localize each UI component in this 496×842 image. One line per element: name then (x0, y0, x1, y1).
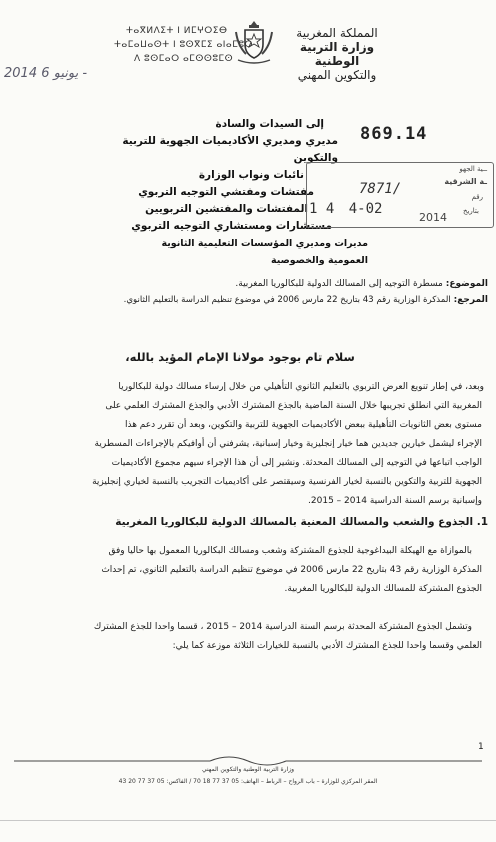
ministry-line-3: والتكوين المهني (297, 68, 377, 82)
section-heading: 1. الجذوع والشعب والمسالك المعنية بالمسالك الدولية للبكالوريا المغربية (115, 516, 488, 528)
paragraph-line: مستوى بعض الثانويات التأهيلية ببعض الأكاديميات الجهوية للتربية والتكوين، وبعد أن تقرر دعم هذا (124, 420, 482, 430)
paragraph-line: الإجراء ليشمل خيارين جديدين هما خيار إنجليزية وخيار إسبانية، يشرفني أن أوافيكم بالإجراءات المسطرية (94, 439, 482, 449)
subject-block (28, 276, 488, 308)
stamp-text: بتاريخ (462, 207, 479, 215)
tifinagh-line-2: ⵜⴰⵎⴰⵡⴰⵙⵜ ⵏ ⵓⵙⴳⵎⵉ ⴰⵏⴰⵎⵓⵔ (114, 40, 254, 50)
subject-line (28, 276, 488, 292)
paragraph-2 (18, 542, 482, 599)
coat-of-arms-icon (232, 18, 276, 68)
paragraph-line: بالموازاة مع الهيكلة البيداغوجية للجذوع المشتركة وشعب ومسالك البكالوريا المعمول بها حاليا وفق (108, 546, 472, 556)
ministry-line-1: المملكة المغربية (296, 26, 378, 40)
paragraph-line: المذكرة الوزارية رقم 43 بتاريخ 22 مارس 2006 في موضوع تنظيم الدراسة بالتعليم الثانوي، تم إحداث (101, 565, 482, 575)
reference-label: المرجع: (453, 295, 488, 305)
reference-number: 869.14 (360, 124, 428, 144)
paragraph-line: الجهوية للتربية والتكوين بالنسبة لخيار الفرنسية وسيقتصر على أكاديميات التجريب بالنسبة لخياري إنجليزية (92, 477, 482, 487)
paragraph-line: الجذوع المشتركة للمسالك الدولية للبكالوريا المغربية. (284, 584, 482, 594)
scan-edge (0, 820, 496, 821)
recipient-line: نائبات ونواب الوزارة (198, 169, 304, 181)
paragraph-line: المغربية التي انطلق تجريبها خلال السنة الماضية بالجذع المشترك الأدبي والجذع المشترك العلمي على (105, 401, 482, 411)
paragraph-line: الواجب اتباعها في التوجيه إلى المسالك المحدثة. ونشير إلى أن هذا الإجراء سيهم مجموع الأكاديميات (111, 458, 482, 468)
recipient-line: مستشارات ومستشاري التوجيه التربوي (131, 220, 332, 232)
stamp-date-month: 4-02 (348, 201, 383, 217)
paragraph-line: وبعد، في إطار تنويع العرض التربوي بالتعليم الثانوي التأهيلي من خلال إرساء مسالك دولية للبكالوريا (118, 382, 484, 392)
page-number: 1 (478, 742, 484, 752)
stamp-handwritten-number: 7871/ (359, 181, 402, 197)
recipient-line: مديري ومديري الأكاديميات الجهوية للتربية والتكوين (122, 135, 338, 164)
received-stamp (306, 162, 494, 228)
paragraph-line: العلمي وقسما واحدا للجذع المشترك الأدبي بالنسبة للخيارات الثلاثة موزعة كما يلي: (172, 641, 482, 651)
tifinagh-line-3: ⴷ ⵓⵙⵎⴰⵔ ⴰⵎⵙⵙⵓⵎⵙ (134, 54, 234, 64)
recipient-line: مفتشات ومفتشي التوجيه التربوي (138, 186, 314, 198)
stamp-date-digits (309, 201, 382, 217)
reference-text: المذكرة الوزارية رقم 43 بتاريخ 22 مارس 2006 في موضوع تنظيم الدراسة بالتعليم الثانوي. (123, 295, 451, 305)
subject-label: الموضوع: (445, 279, 488, 289)
salutation: سلام تام بوجود مولانا الإمام المؤيد بالله، (125, 350, 355, 364)
recipient-line: المفتشات والمفتشين التربويين (145, 203, 308, 215)
paragraph-line: وتشمل الجذوع المشتركة المحدثة برسم السنة الدراسية 2014 – 2015 ، قسما واحدا للجذع المشترك (93, 622, 472, 632)
stamp-text: رقم (471, 193, 483, 201)
paragraph-line: وإسبانية برسم السنة الدراسية 2014 – 2015. (308, 496, 482, 506)
stamp-year: 2014 (419, 211, 447, 224)
tifinagh-line-1: ⵜⴰⴳⵍⴷⵉⵜ ⵏ ⵍⵎⵖⵔⵉⴱ (126, 26, 228, 36)
footer-ministry: وزارة التربية الوطنية والتكوين المهني (201, 766, 295, 773)
recipient-line: إلى السيدات والسادة (215, 118, 324, 130)
stamp-text: ـة الشرقية (444, 177, 487, 186)
ministry-line-2: وزارة التربية الوطنية (299, 40, 375, 68)
paragraph-3 (18, 618, 482, 656)
ministry-header (282, 26, 392, 82)
paragraph-1 (18, 378, 482, 511)
footer-address: المقر المركزي للوزارة – باب الرواح – الرباط – الهاتف: 05 37 77 18 70 / الفاكس: 05 37 77 20 43 (118, 778, 378, 785)
subject-text: مسطرة التوجيه إلى المسالك الدولية للبكالوريا المغربية. (235, 279, 443, 289)
handwritten-date: 2014 يونيو 6 - (4, 66, 88, 81)
stamp-date-day: 1 4 (309, 201, 335, 217)
recipient-line: مديرات ومديري المؤسسات التعليمية الثانوية العمومية والخصوصية (161, 238, 368, 266)
reference-line (28, 292, 488, 308)
stamp-text: ــية الجهو (459, 165, 487, 173)
